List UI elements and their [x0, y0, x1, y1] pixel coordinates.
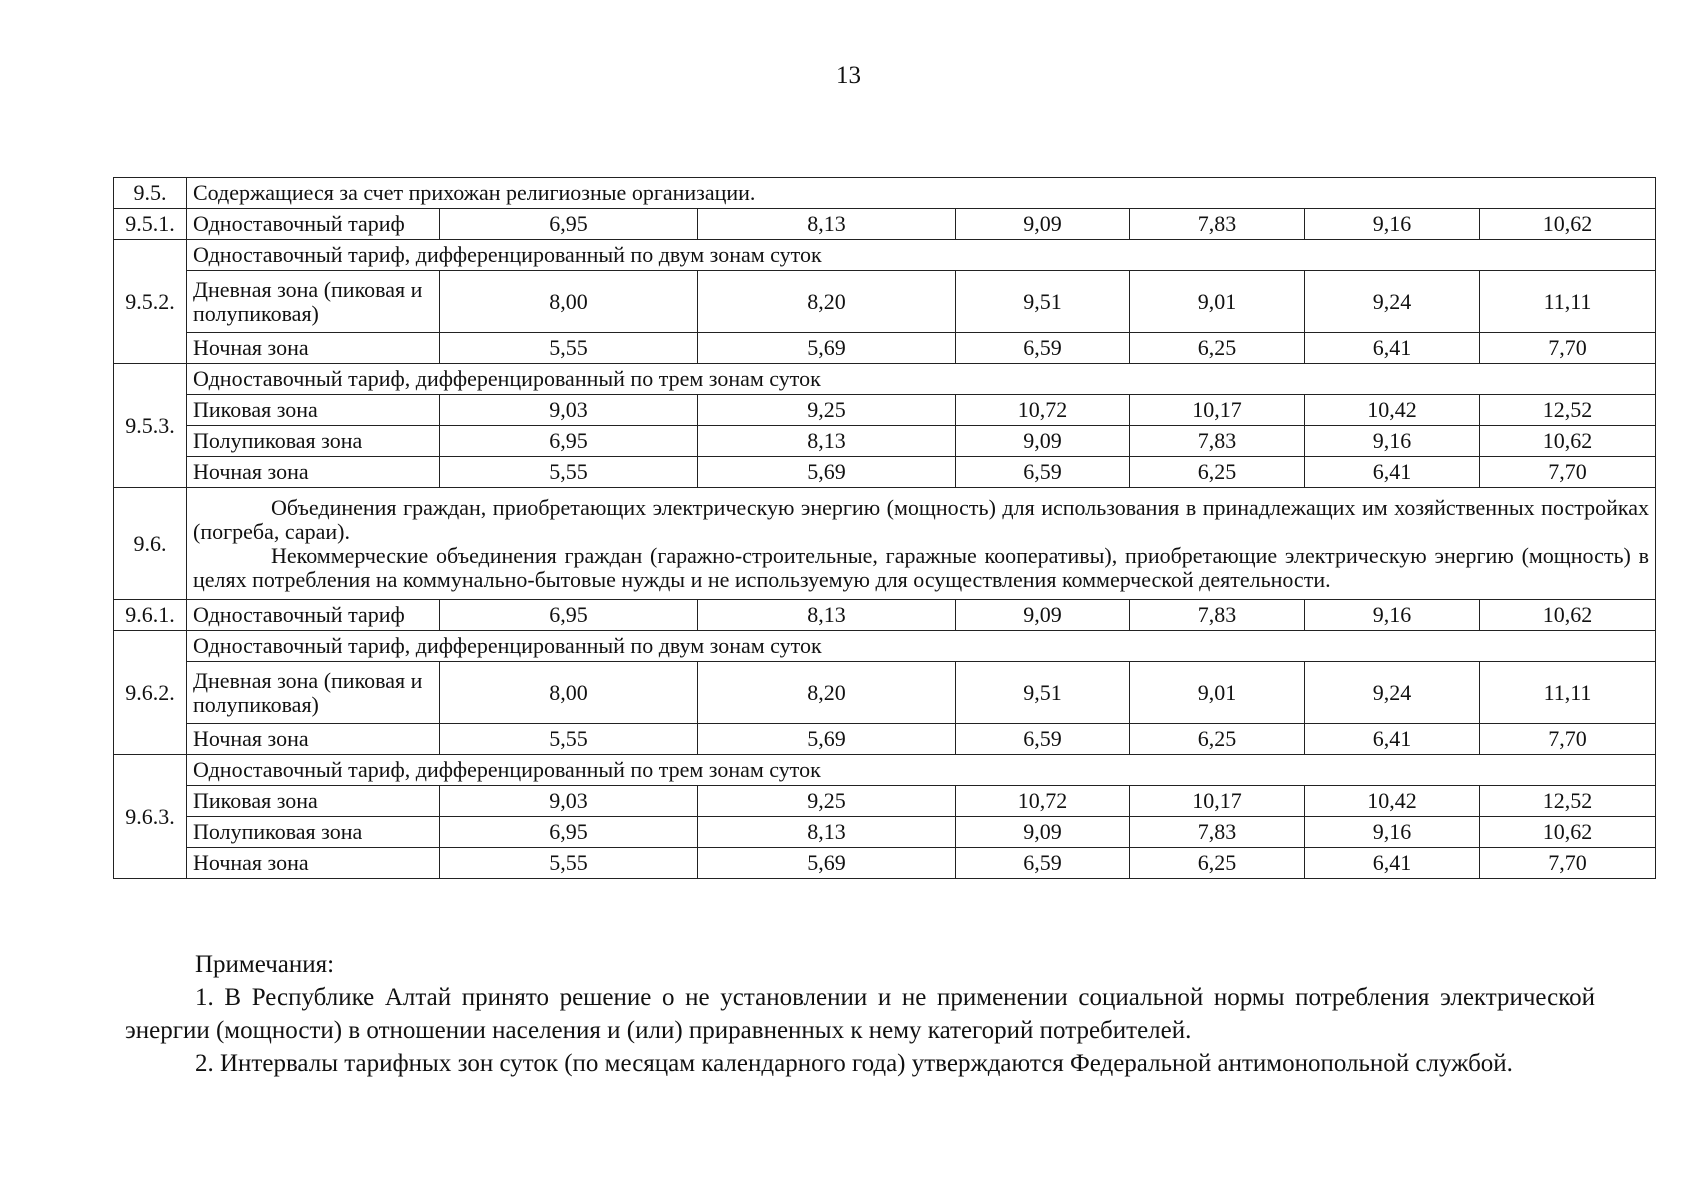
tariff-value: 7,83 — [1130, 209, 1305, 240]
table-row — [114, 395, 1656, 426]
tariff-value: 8,13 — [698, 426, 956, 457]
tariff-value: 6,25 — [1130, 848, 1305, 879]
subsection-header: Одноставочный тариф, дифференцированный по трем зонам суток — [187, 755, 1656, 786]
tariff-value: 5,55 — [440, 848, 698, 879]
row-label: Пиковая зона — [187, 395, 440, 426]
tariff-value: 8,13 — [698, 600, 956, 631]
table-row — [114, 817, 1656, 848]
row-label: Дневная зона (пиковая и полупиковая) — [187, 271, 440, 333]
tariff-value: 10,17 — [1130, 395, 1305, 426]
tariff-value: 10,72 — [956, 786, 1130, 817]
notes-block — [125, 948, 1595, 1080]
tariff-value: 6,25 — [1130, 333, 1305, 364]
tariff-value: 5,55 — [440, 724, 698, 755]
tariff-value: 9,09 — [956, 600, 1130, 631]
table-row — [114, 209, 1656, 240]
table-row — [114, 600, 1656, 631]
tariff-value: 12,52 — [1480, 395, 1656, 426]
row-label: Одноставочный тариф — [187, 600, 440, 631]
tariff-value: 10,42 — [1305, 395, 1480, 426]
tariff-value: 10,62 — [1480, 817, 1656, 848]
subsection-header: Одноставочный тариф, дифференцированный по двум зонам суток — [187, 240, 1656, 271]
tariff-value: 6,41 — [1305, 724, 1480, 755]
tariff-value: 9,51 — [956, 271, 1130, 333]
tariff-value: 12,52 — [1480, 786, 1656, 817]
table-row — [114, 786, 1656, 817]
tariff-value: 8,20 — [698, 662, 956, 724]
row-label: Полупиковая зона — [187, 817, 440, 848]
tariff-value: 10,17 — [1130, 786, 1305, 817]
row-code: 9.6.1. — [114, 600, 187, 631]
table-row — [114, 724, 1656, 755]
tariff-value: 9,16 — [1305, 209, 1480, 240]
row-code: 9.6.2. — [114, 631, 187, 755]
tariff-value: 10,62 — [1480, 600, 1656, 631]
tariff-value: 7,70 — [1480, 457, 1656, 488]
tariff-value: 9,09 — [956, 209, 1130, 240]
tariff-value: 8,13 — [698, 209, 956, 240]
section-description — [187, 488, 1656, 600]
tariff-value: 9,16 — [1305, 426, 1480, 457]
row-label: Ночная зона — [187, 457, 440, 488]
tariff-value: 9,09 — [956, 817, 1130, 848]
tariff-value: 9,16 — [1305, 600, 1480, 631]
tariff-value: 8,00 — [440, 271, 698, 333]
section-paragraph: Объединения граждан, приобретающих электрическую энергию (мощность) для использования в принадлежащих им хозяйственных постройках (погреба, сараи). — [193, 494, 1650, 544]
tariff-value: 6,41 — [1305, 457, 1480, 488]
tariff-value: 9,09 — [956, 426, 1130, 457]
table-row — [114, 662, 1656, 724]
tariff-value: 8,13 — [698, 817, 956, 848]
table-row — [114, 488, 1656, 600]
tariff-value: 9,16 — [1305, 817, 1480, 848]
page-number: 13 — [836, 62, 861, 89]
tariff-value: 5,69 — [698, 333, 956, 364]
note-item: 2. Интервалы тарифных зон суток (по месяцам календарного года) утверждаются Федеральной антимонопольной службой. — [195, 1050, 1513, 1077]
tariff-value: 6,95 — [440, 209, 698, 240]
tariff-value: 9,51 — [956, 662, 1130, 724]
tariff-value: 7,70 — [1480, 333, 1656, 364]
tariff-value: 6,95 — [440, 817, 698, 848]
table-row — [114, 271, 1656, 333]
notes-title: Примечания: — [195, 951, 335, 978]
row-code: 9.5.1. — [114, 209, 187, 240]
row-code: 9.6.3. — [114, 755, 187, 879]
tariff-value: 10,62 — [1480, 426, 1656, 457]
tariff-value: 9,01 — [1130, 662, 1305, 724]
tariff-value: 9,03 — [440, 395, 698, 426]
tariff-value: 11,11 — [1480, 662, 1656, 724]
row-label: Дневная зона (пиковая и полупиковая) — [187, 662, 440, 724]
section-title: Содержащиеся за счет прихожан религиозные организации. — [187, 178, 1656, 209]
tariff-value: 6,25 — [1130, 724, 1305, 755]
tariff-value: 6,41 — [1305, 848, 1480, 879]
tariff-value: 10,62 — [1480, 209, 1656, 240]
table-row — [114, 364, 1656, 395]
tariff-value: 7,83 — [1130, 426, 1305, 457]
tariff-value: 7,83 — [1130, 817, 1305, 848]
tariff-value: 8,20 — [698, 271, 956, 333]
tariff-value: 9,25 — [698, 395, 956, 426]
tariff-value: 8,00 — [440, 662, 698, 724]
row-code: 9.6. — [114, 488, 187, 600]
tariff-value: 6,59 — [956, 848, 1130, 879]
tariff-value: 5,69 — [698, 848, 956, 879]
tariff-value: 9,25 — [698, 786, 956, 817]
row-label: Ночная зона — [187, 333, 440, 364]
tariff-value: 10,42 — [1305, 786, 1480, 817]
row-code: 9.5. — [114, 178, 187, 209]
tariff-value: 6,59 — [956, 457, 1130, 488]
tariff-value: 6,95 — [440, 426, 698, 457]
row-code: 9.5.3. — [114, 364, 187, 488]
table-row — [114, 631, 1656, 662]
row-code: 9.5.2. — [114, 240, 187, 364]
table-row — [114, 848, 1656, 879]
tariff-value: 9,01 — [1130, 271, 1305, 333]
tariff-value: 9,03 — [440, 786, 698, 817]
tariff-value: 5,69 — [698, 724, 956, 755]
table-row — [114, 426, 1656, 457]
row-label: Ночная зона — [187, 848, 440, 879]
tariff-value: 7,70 — [1480, 848, 1656, 879]
table-row — [114, 240, 1656, 271]
tariff-value: 6,41 — [1305, 333, 1480, 364]
tariff-value: 7,70 — [1480, 724, 1656, 755]
table-row — [114, 333, 1656, 364]
tariff-value: 5,69 — [698, 457, 956, 488]
row-label: Пиковая зона — [187, 786, 440, 817]
tariff-value: 5,55 — [440, 333, 698, 364]
table-row — [114, 457, 1656, 488]
subsection-header: Одноставочный тариф, дифференцированный по трем зонам суток — [187, 364, 1656, 395]
tariff-value: 6,59 — [956, 724, 1130, 755]
table-row — [114, 178, 1656, 209]
note-item: 1. В Республике Алтай принято решение о не установлении и не применении социальной нормы потребления электрической энергии (мощности) в отношении населения и (или) приравненных к нему категорий потребителей. — [125, 984, 1595, 1044]
row-label: Ночная зона — [187, 724, 440, 755]
tariff-value: 6,59 — [956, 333, 1130, 364]
tariff-value: 11,11 — [1480, 271, 1656, 333]
tariff-value: 9,24 — [1305, 271, 1480, 333]
subsection-header: Одноставочный тариф, дифференцированный по двум зонам суток — [187, 631, 1656, 662]
tariff-value: 6,95 — [440, 600, 698, 631]
tariff-value: 6,25 — [1130, 457, 1305, 488]
tariff-value: 5,55 — [440, 457, 698, 488]
tariff-table — [113, 177, 1656, 879]
row-label: Полупиковая зона — [187, 426, 440, 457]
table-row — [114, 755, 1656, 786]
row-label: Одноставочный тариф — [187, 209, 440, 240]
tariff-value: 9,24 — [1305, 662, 1480, 724]
section-paragraph: Некоммерческие объединения граждан (гаражно-строительные, гаражные кооперативы), приобретающие электрическую энергию (мощность) в целях потребления на коммунально-бытовые нужды и не используемую для осуществления коммерческой деятельности. — [193, 542, 1650, 592]
tariff-value: 10,72 — [956, 395, 1130, 426]
tariff-value: 7,83 — [1130, 600, 1305, 631]
